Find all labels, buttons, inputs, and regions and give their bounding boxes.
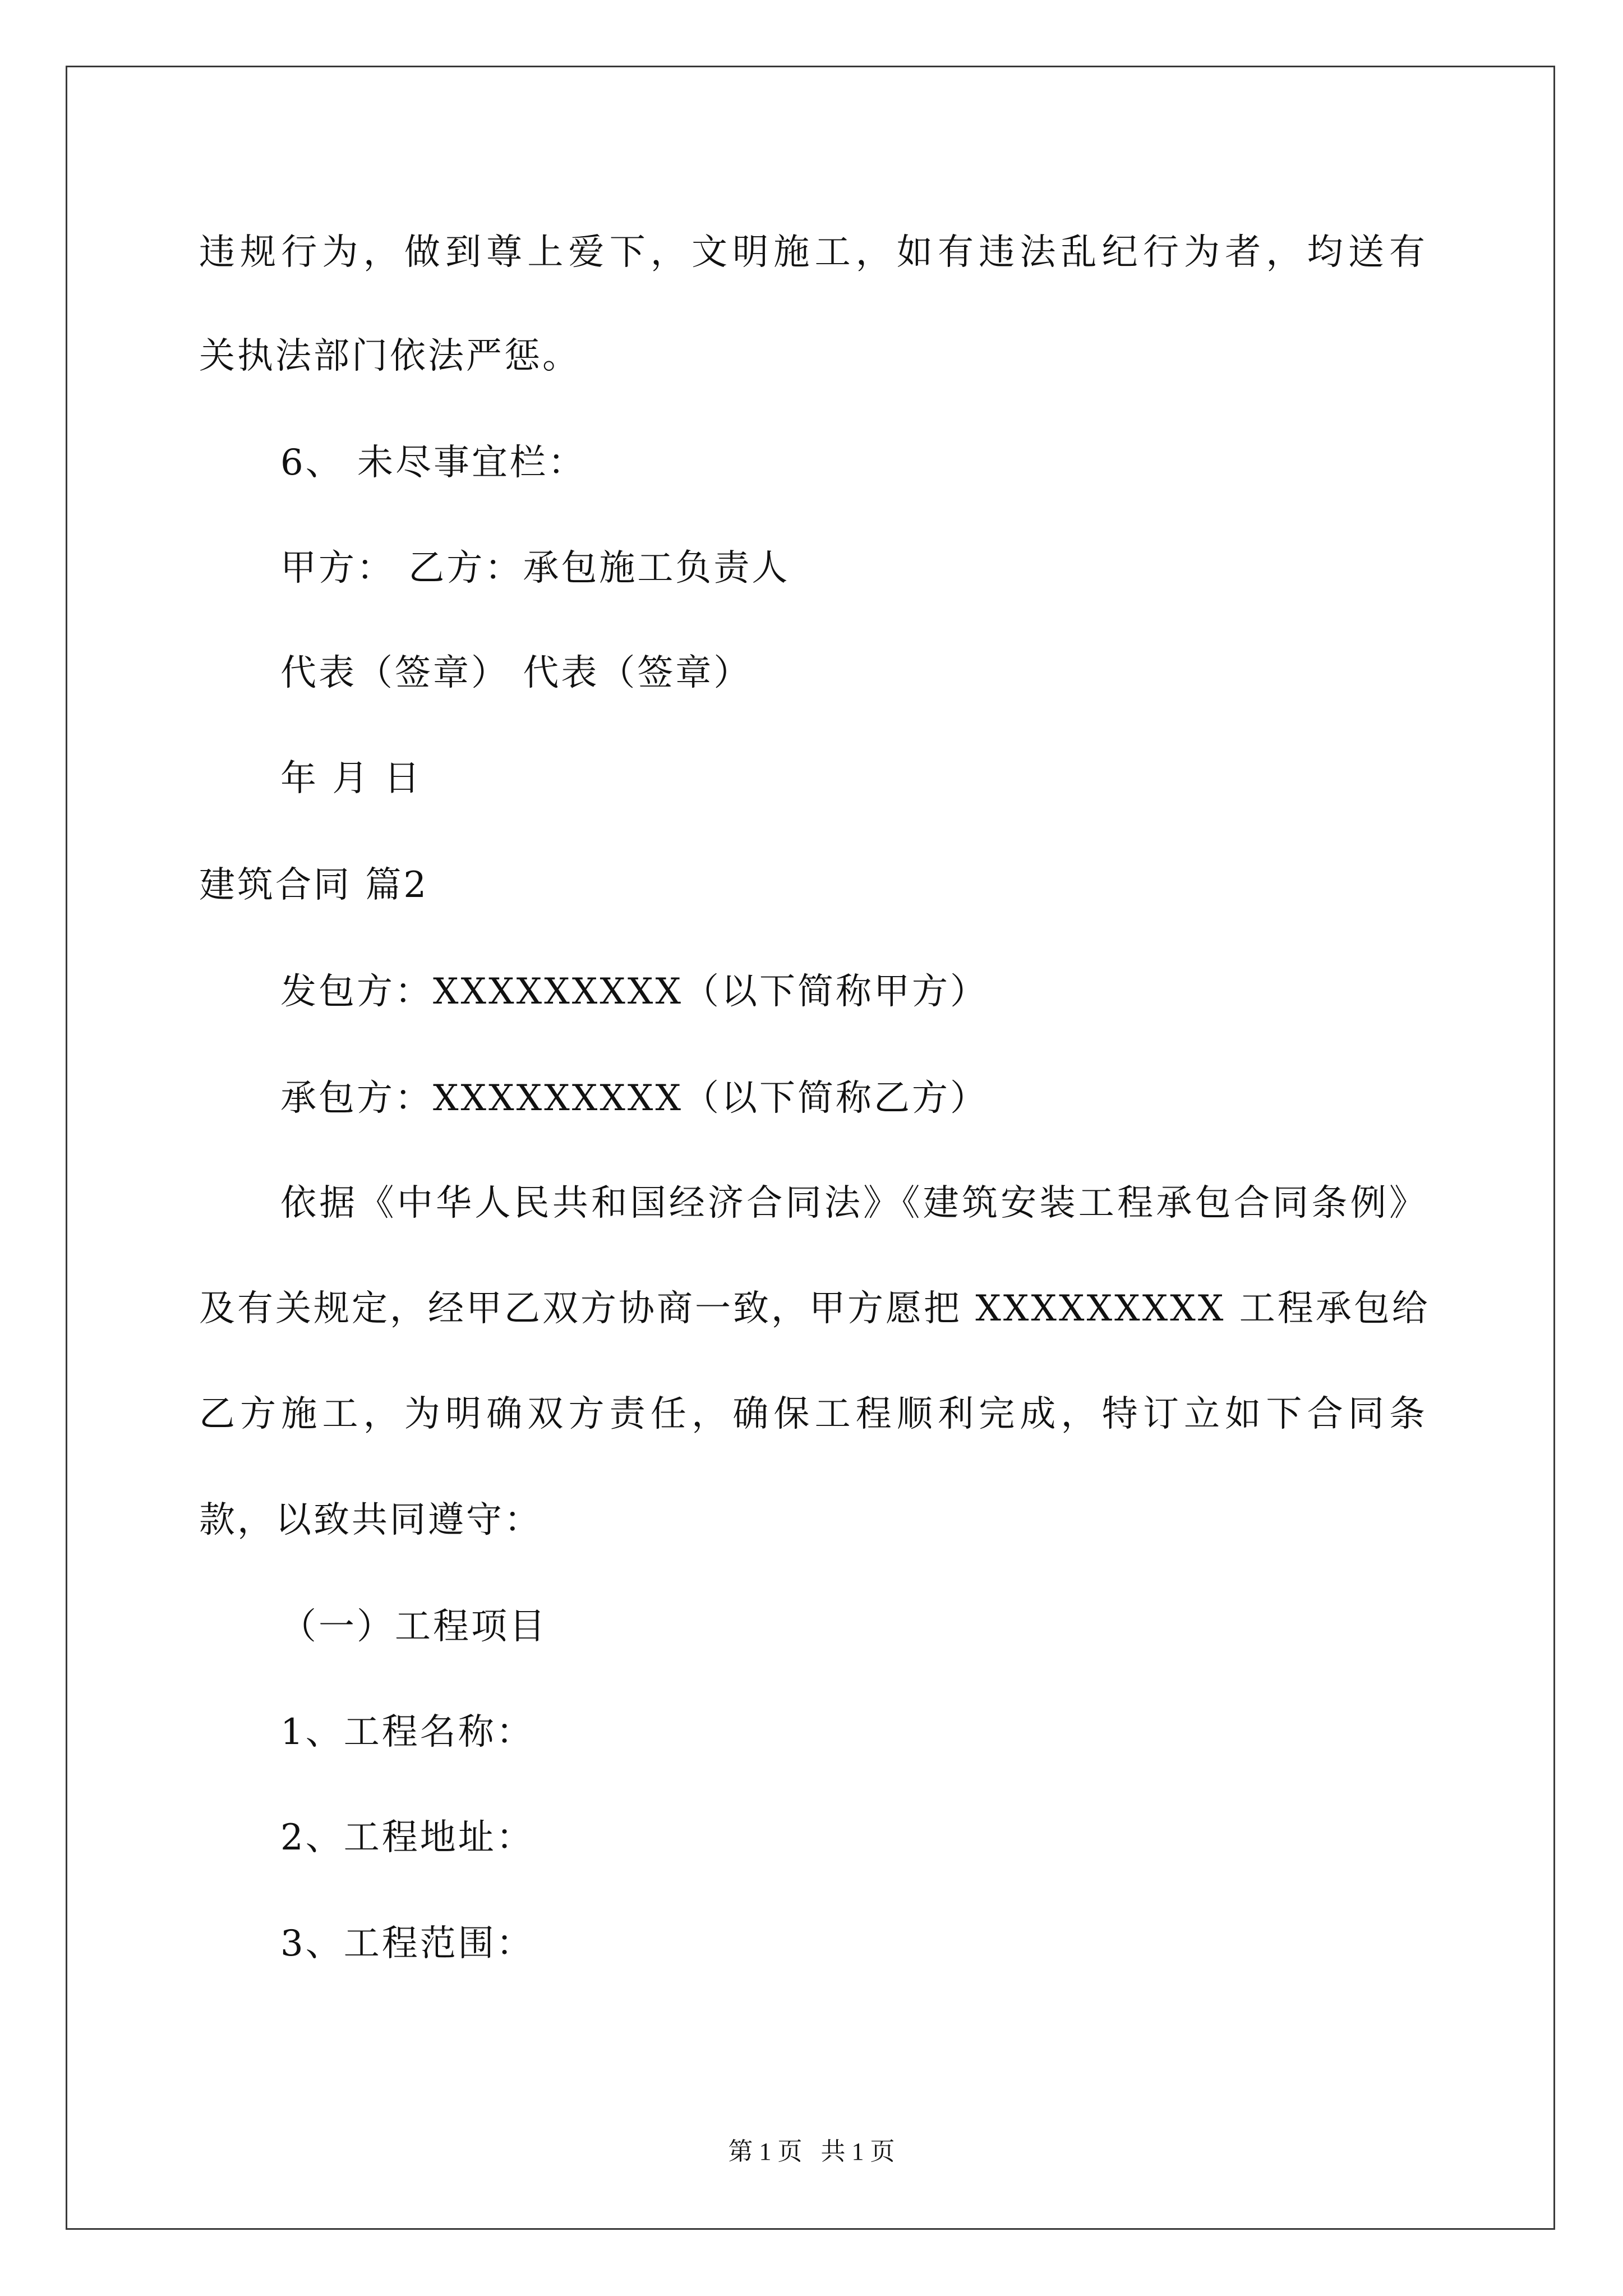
employer-line: 发包方：XXXXXXXXX（以下简称甲方）	[280, 971, 989, 1013]
page-frame	[66, 66, 1555, 2230]
party-signature-labels: 甲方： 乙方：承包施工负责人	[280, 547, 790, 589]
date-line: 年 月 日	[280, 758, 422, 799]
paragraph-basis-line-1: 依据《中华人民共和国经济合同法》《建筑安装工程承包合同条例》	[280, 1182, 1427, 1224]
paragraph-basis-line-2: 及有关规定，经甲乙双方协商一致，甲方愿把 XXXXXXXXX 工程承包给	[199, 1288, 1430, 1329]
paragraph-line-1: 违规行为，做到尊上爱下，文明施工，如有违法乱纪行为者，均送有	[199, 232, 1427, 273]
section-title: 建筑合同 篇2	[199, 864, 429, 906]
paragraph-basis-line-3: 乙方施工，为明确双方责任，确保工程顺利完成，特订立如下合同条	[199, 1393, 1427, 1435]
project-name-item: 1、工程名称：	[280, 1711, 534, 1753]
page-number-footer: 第 1 页 共 1 页	[728, 2138, 895, 2165]
section-project-heading: （一）工程项目	[280, 1606, 547, 1648]
clause-6-heading: 6、 未尽事宜栏：	[280, 442, 587, 484]
project-scope-item: 3、工程范围：	[280, 1923, 534, 1964]
contractor-line: 承包方：XXXXXXXXX（以下简称乙方）	[280, 1078, 989, 1119]
representative-signature-labels: 代表（签章） 代表（签章）	[280, 652, 752, 694]
paragraph-line-2: 关执法部门依法严惩。	[199, 335, 580, 377]
project-address-item: 2、工程地址：	[280, 1817, 534, 1858]
paragraph-basis-line-4: 款，以致共同遵守：	[199, 1499, 542, 1541]
